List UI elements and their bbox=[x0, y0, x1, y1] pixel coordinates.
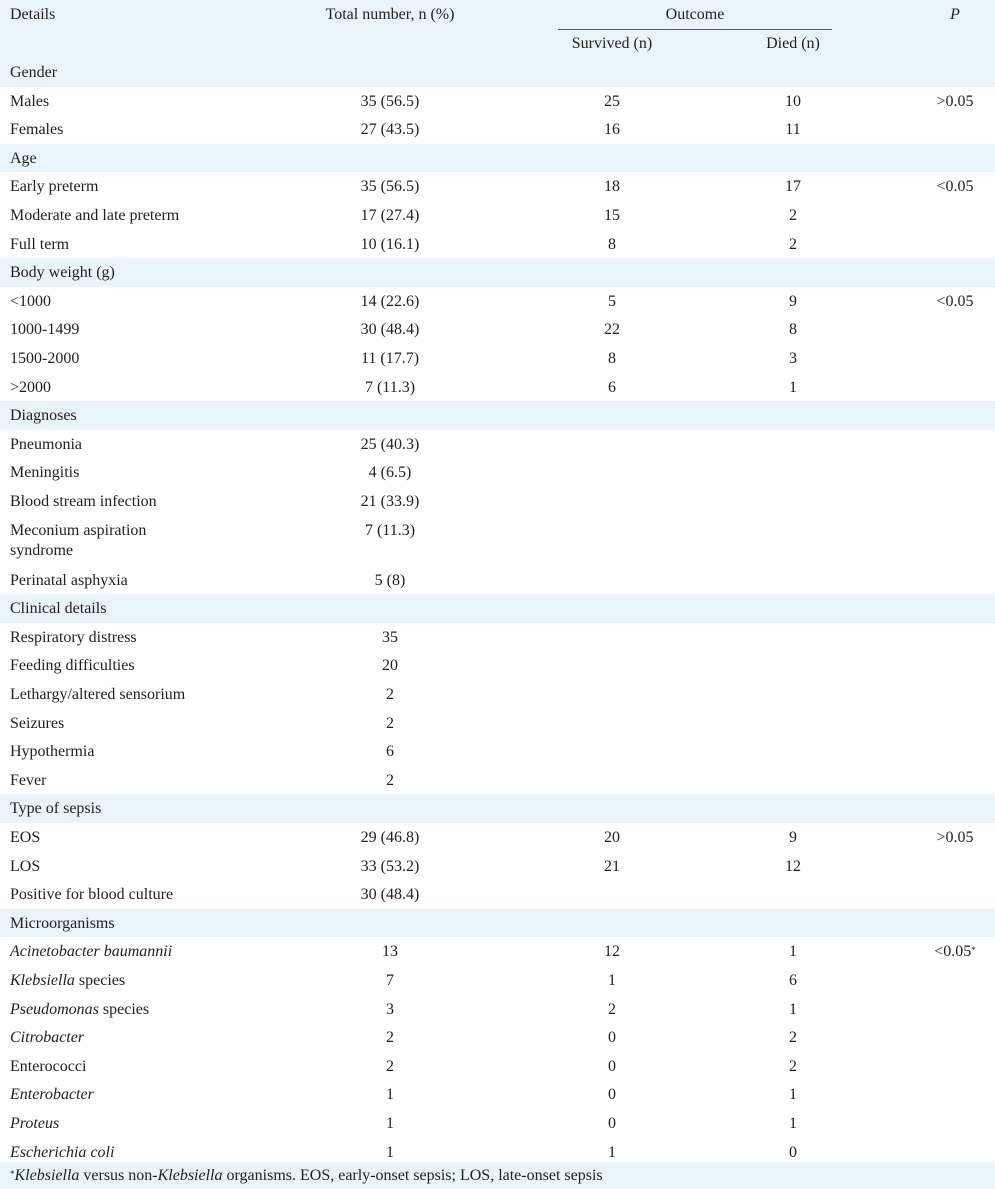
died-cell: 17 bbox=[785, 178, 801, 196]
total-cell: 30 (48.4) bbox=[360, 321, 420, 339]
total-cell: 29 (46.8) bbox=[360, 829, 420, 846]
row-label: Perinatal asphyxia bbox=[10, 571, 128, 589]
row-label: Enterococci bbox=[10, 1057, 87, 1075]
total-cell: 7 (11.3) bbox=[364, 521, 416, 539]
table-row bbox=[0, 651, 995, 680]
table-row bbox=[0, 737, 995, 766]
survived-cell: 0 bbox=[608, 1086, 616, 1104]
total-cell: 35 (56.5) bbox=[360, 92, 420, 110]
row-label: Respiratory distress bbox=[10, 628, 137, 646]
total-cell: 10 (16.1) bbox=[360, 235, 420, 253]
section-row bbox=[0, 144, 995, 173]
row-label: Citrobacter bbox=[10, 1029, 85, 1047]
row-label: LOS bbox=[10, 857, 41, 875]
table-row bbox=[0, 966, 995, 995]
footnote-marker: * bbox=[10, 1169, 15, 1179]
died-cell: 9 bbox=[789, 292, 797, 310]
total-cell: 30 (48.4) bbox=[360, 886, 420, 904]
section-label: Gender bbox=[10, 64, 58, 81]
p-value-cell: >0.05 bbox=[936, 829, 974, 846]
died-cell: 6 bbox=[789, 972, 797, 989]
section-label: Body weight (g) bbox=[10, 264, 115, 282]
total-cell: 11 (17.7) bbox=[360, 350, 420, 367]
section-label: Microorganisms bbox=[10, 914, 115, 932]
section-label: Age bbox=[10, 149, 37, 167]
died-cell: 1 bbox=[789, 1086, 797, 1104]
section-row bbox=[0, 794, 995, 823]
total-cell: 20 bbox=[382, 657, 398, 675]
total-cell: 3 bbox=[386, 1000, 394, 1018]
survived-cell: 12 bbox=[604, 943, 620, 961]
row-label: Females bbox=[10, 121, 64, 139]
survived-cell: 21 bbox=[604, 857, 620, 875]
total-cell: 2 bbox=[386, 1057, 394, 1075]
row-label: Positive for blood culture bbox=[10, 886, 174, 904]
table-row bbox=[0, 315, 995, 344]
row-label: Klebsiella species bbox=[10, 972, 126, 989]
row-label: Lethargy/altered sensorium bbox=[10, 686, 186, 703]
header-died: Died (n) bbox=[766, 35, 820, 52]
row-label: Full term bbox=[10, 235, 70, 253]
total-cell: 2 bbox=[386, 1029, 394, 1047]
p-value-cell: >0.05 bbox=[936, 92, 974, 110]
row-label: Fever bbox=[10, 771, 47, 789]
header-outcome: Outcome bbox=[665, 6, 725, 23]
section-label: Diagnoses bbox=[10, 407, 77, 425]
died-cell: 0 bbox=[789, 1143, 797, 1161]
row-label: Enterobacter bbox=[10, 1086, 94, 1104]
survived-cell: 25 bbox=[604, 92, 620, 110]
survived-cell: 20 bbox=[604, 829, 620, 846]
survived-cell: 0 bbox=[608, 1057, 616, 1075]
table-row bbox=[0, 766, 995, 795]
header-survived: Survived (n) bbox=[571, 35, 653, 52]
table-row bbox=[0, 937, 995, 966]
table-row bbox=[0, 287, 995, 316]
total-cell: 6 bbox=[386, 743, 394, 761]
footnote-italic-1: Klebsiella bbox=[14, 1167, 80, 1184]
row-label: Acinetobacter baumannii bbox=[10, 943, 173, 961]
survived-cell: 2 bbox=[608, 1000, 616, 1018]
header-total: Total number, n (%) bbox=[325, 6, 455, 23]
table-row bbox=[0, 115, 995, 144]
table-row bbox=[0, 709, 995, 738]
died-cell: 1 bbox=[789, 1115, 797, 1132]
header-details: Details bbox=[10, 6, 56, 23]
total-cell: 5 (8) bbox=[374, 571, 406, 589]
table-row bbox=[0, 230, 995, 259]
table-row bbox=[0, 852, 995, 881]
p-value-cell: <0.05 bbox=[936, 292, 974, 310]
table-row bbox=[0, 680, 995, 709]
total-cell: 35 bbox=[382, 628, 398, 646]
section-row bbox=[0, 594, 995, 623]
total-cell: 1 bbox=[386, 1086, 394, 1104]
header-p-value: P bbox=[950, 6, 960, 23]
survived-cell: 15 bbox=[604, 207, 620, 224]
table-row bbox=[0, 1023, 995, 1052]
row-label: Pseudomonas species bbox=[10, 1000, 150, 1018]
total-cell: 33 (53.2) bbox=[360, 857, 420, 875]
row-label: Escherichia coli bbox=[10, 1143, 115, 1161]
table-row bbox=[0, 623, 995, 652]
row-label: Moderate and late preterm bbox=[10, 207, 180, 224]
total-cell: 27 (43.5) bbox=[360, 121, 420, 139]
p-value-cell: <0.05* bbox=[934, 943, 976, 961]
row-label: >2000 bbox=[10, 378, 52, 396]
table-row bbox=[0, 995, 995, 1024]
row-label: Meconium aspiration syndrome bbox=[10, 521, 147, 559]
died-cell: 3 bbox=[789, 350, 797, 367]
died-cell: 1 bbox=[789, 1000, 797, 1018]
footnote-text bbox=[10, 1166, 603, 1186]
section-label: Type of sepsis bbox=[10, 800, 102, 818]
total-cell: 1 bbox=[386, 1115, 394, 1132]
survived-cell: 1 bbox=[608, 972, 616, 989]
row-label: Blood stream infection bbox=[10, 493, 157, 510]
total-cell: 2 bbox=[386, 714, 394, 732]
survived-cell: 22 bbox=[604, 321, 620, 339]
row-label: Pneumonia bbox=[10, 435, 82, 453]
outcome-header-rule bbox=[558, 29, 832, 30]
survived-cell: 16 bbox=[604, 121, 620, 139]
table-row bbox=[0, 823, 995, 852]
table-footnote bbox=[0, 1162, 995, 1189]
died-cell: 12 bbox=[785, 857, 801, 875]
survived-cell: 8 bbox=[608, 235, 616, 253]
died-cell: 2 bbox=[789, 207, 797, 224]
table-row bbox=[0, 344, 995, 373]
p-value-cell: <0.05 bbox=[936, 178, 974, 196]
total-cell: 14 (22.6) bbox=[360, 292, 420, 310]
total-cell: 17 (27.4) bbox=[360, 207, 420, 224]
footnote-text-2: organisms. EOS, early-onset sepsis; LOS, late-onset sepsis bbox=[222, 1167, 603, 1184]
table-row bbox=[0, 373, 995, 402]
died-cell: 2 bbox=[789, 1057, 797, 1075]
died-cell: 8 bbox=[789, 321, 797, 339]
survived-cell: 1 bbox=[608, 1143, 616, 1161]
total-cell: 7 (11.3) bbox=[364, 378, 416, 396]
row-label: Males bbox=[10, 92, 50, 110]
died-cell: 2 bbox=[789, 1029, 797, 1047]
row-label: 1500-2000 bbox=[10, 350, 80, 367]
row-label: Hypothermia bbox=[10, 743, 95, 761]
died-cell: 9 bbox=[789, 829, 797, 846]
table-row bbox=[0, 430, 995, 459]
total-cell: 1 bbox=[386, 1143, 394, 1161]
table-row bbox=[0, 516, 995, 566]
table-row bbox=[0, 87, 995, 116]
survived-cell: 5 bbox=[608, 292, 616, 310]
row-label: Meningitis bbox=[10, 464, 80, 482]
table-row bbox=[0, 1052, 995, 1081]
row-label: <1000 bbox=[10, 292, 52, 310]
survived-cell: 8 bbox=[608, 350, 616, 367]
died-cell: 10 bbox=[785, 92, 801, 110]
footnote-text-1: versus non- bbox=[79, 1167, 158, 1184]
survived-cell: 0 bbox=[608, 1115, 616, 1132]
died-cell: 1 bbox=[789, 378, 797, 396]
row-label: EOS bbox=[10, 829, 41, 846]
table-row bbox=[0, 201, 995, 230]
table-row bbox=[0, 487, 995, 516]
survived-cell: 18 bbox=[604, 178, 620, 196]
footnote-italic-2: Klebsiella bbox=[157, 1167, 223, 1184]
section-row bbox=[0, 58, 995, 87]
total-cell: 4 (6.5) bbox=[368, 464, 412, 482]
total-cell: 35 (56.5) bbox=[360, 178, 420, 196]
row-label: Proteus bbox=[10, 1115, 60, 1132]
section-row bbox=[0, 258, 995, 287]
table-row bbox=[0, 1080, 995, 1109]
total-cell: 21 (33.9) bbox=[360, 493, 420, 510]
row-label: 1000-1499 bbox=[10, 321, 80, 339]
section-row bbox=[0, 909, 995, 938]
died-cell: 2 bbox=[789, 235, 797, 253]
table-row bbox=[0, 566, 995, 595]
total-cell: 7 bbox=[386, 972, 394, 989]
died-cell: 11 bbox=[785, 121, 801, 139]
table-row bbox=[0, 458, 995, 487]
table-header bbox=[0, 0, 995, 58]
table-row bbox=[0, 880, 995, 909]
section-row bbox=[0, 401, 995, 430]
survived-cell: 0 bbox=[608, 1029, 616, 1047]
total-cell: 2 bbox=[386, 686, 394, 703]
total-cell: 25 (40.3) bbox=[360, 435, 420, 453]
row-label: Early preterm bbox=[10, 178, 99, 196]
total-cell: 2 bbox=[386, 771, 394, 789]
row-label: Seizures bbox=[10, 714, 65, 732]
table-row bbox=[0, 172, 995, 201]
total-cell: 13 bbox=[382, 943, 398, 961]
table-row bbox=[0, 1109, 995, 1138]
died-cell: 1 bbox=[789, 943, 797, 961]
section-label: Clinical details bbox=[10, 600, 107, 618]
survived-cell: 6 bbox=[608, 378, 616, 396]
row-label: Feeding difficulties bbox=[10, 657, 135, 675]
